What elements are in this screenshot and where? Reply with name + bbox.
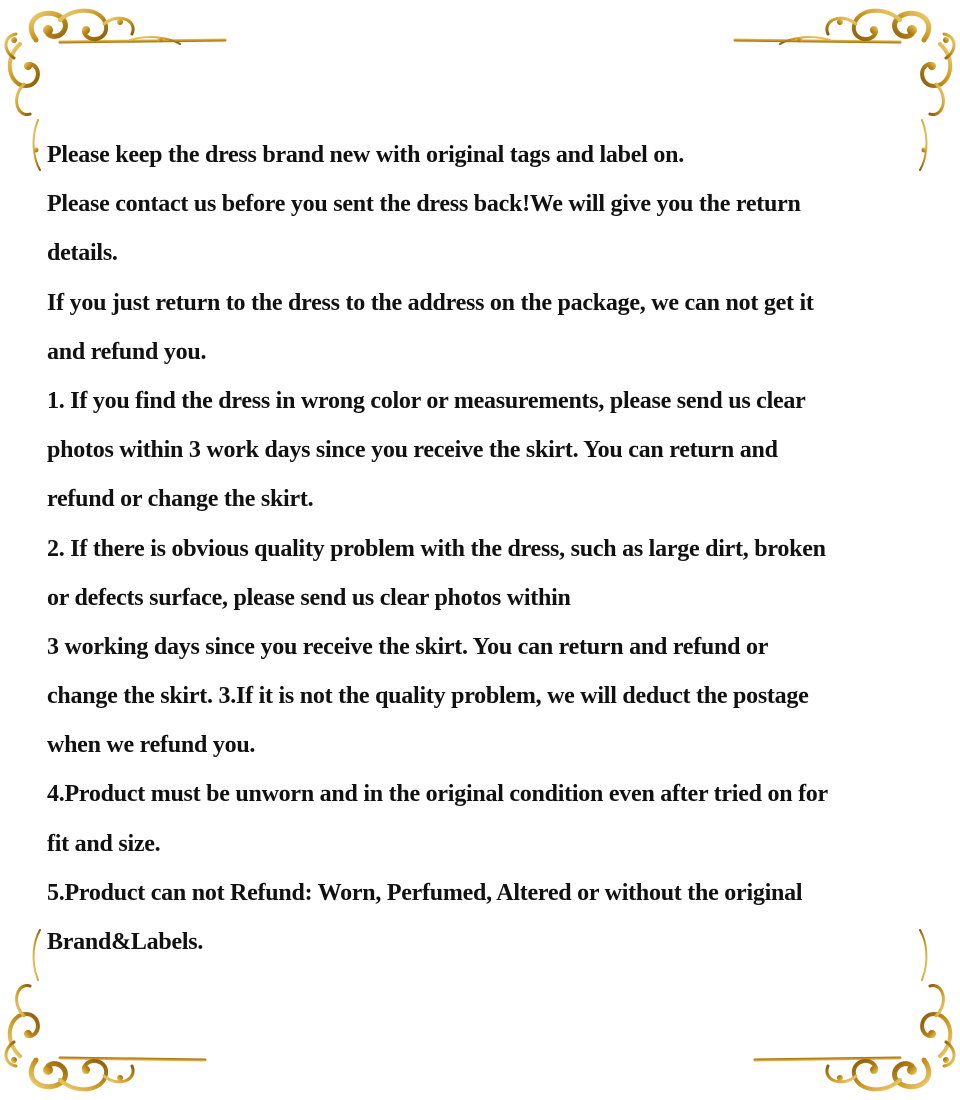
return-policy-text [47,131,937,967]
text-line: photos within 3 work days since you receive the skirt. You can return and [47,437,778,464]
text-line: 2. If there is obvious quality problem with the dress, such as large dirt, broken [47,535,826,562]
text-line: and refund you. [47,338,207,365]
text-line: details. [47,240,118,267]
text-line: or defects surface, please send us clear photos within [47,584,571,611]
text-line: fit and size. [47,830,161,857]
text-line: change the skirt. 3.If it is not the quality problem, we will deduct the postage [47,683,809,710]
text-line: 5.Product can not Refund: Worn, Perfumed, Altered or without the original [47,879,803,906]
text-line: Please contact us before you sent the dress back!We will give you the return [47,191,801,218]
text-line: 1. If you find the dress in wrong color or measurements, please send us clear [47,387,806,414]
text-line: refund or change the skirt. [47,486,314,513]
text-line: 3 working days since you receive the skirt. You can return and refund or [47,633,769,660]
text-line: 4.Product must be unworn and in the original condition even after tried on for [47,781,828,808]
text-line: Please keep the dress brand new with original tags and label on. [47,142,684,168]
text-line: Brand&Labels. [47,929,204,955]
text-line: when we refund you. [47,732,256,759]
text-line: If you just return to the dress to the address on the package, we can not get it [47,289,814,316]
